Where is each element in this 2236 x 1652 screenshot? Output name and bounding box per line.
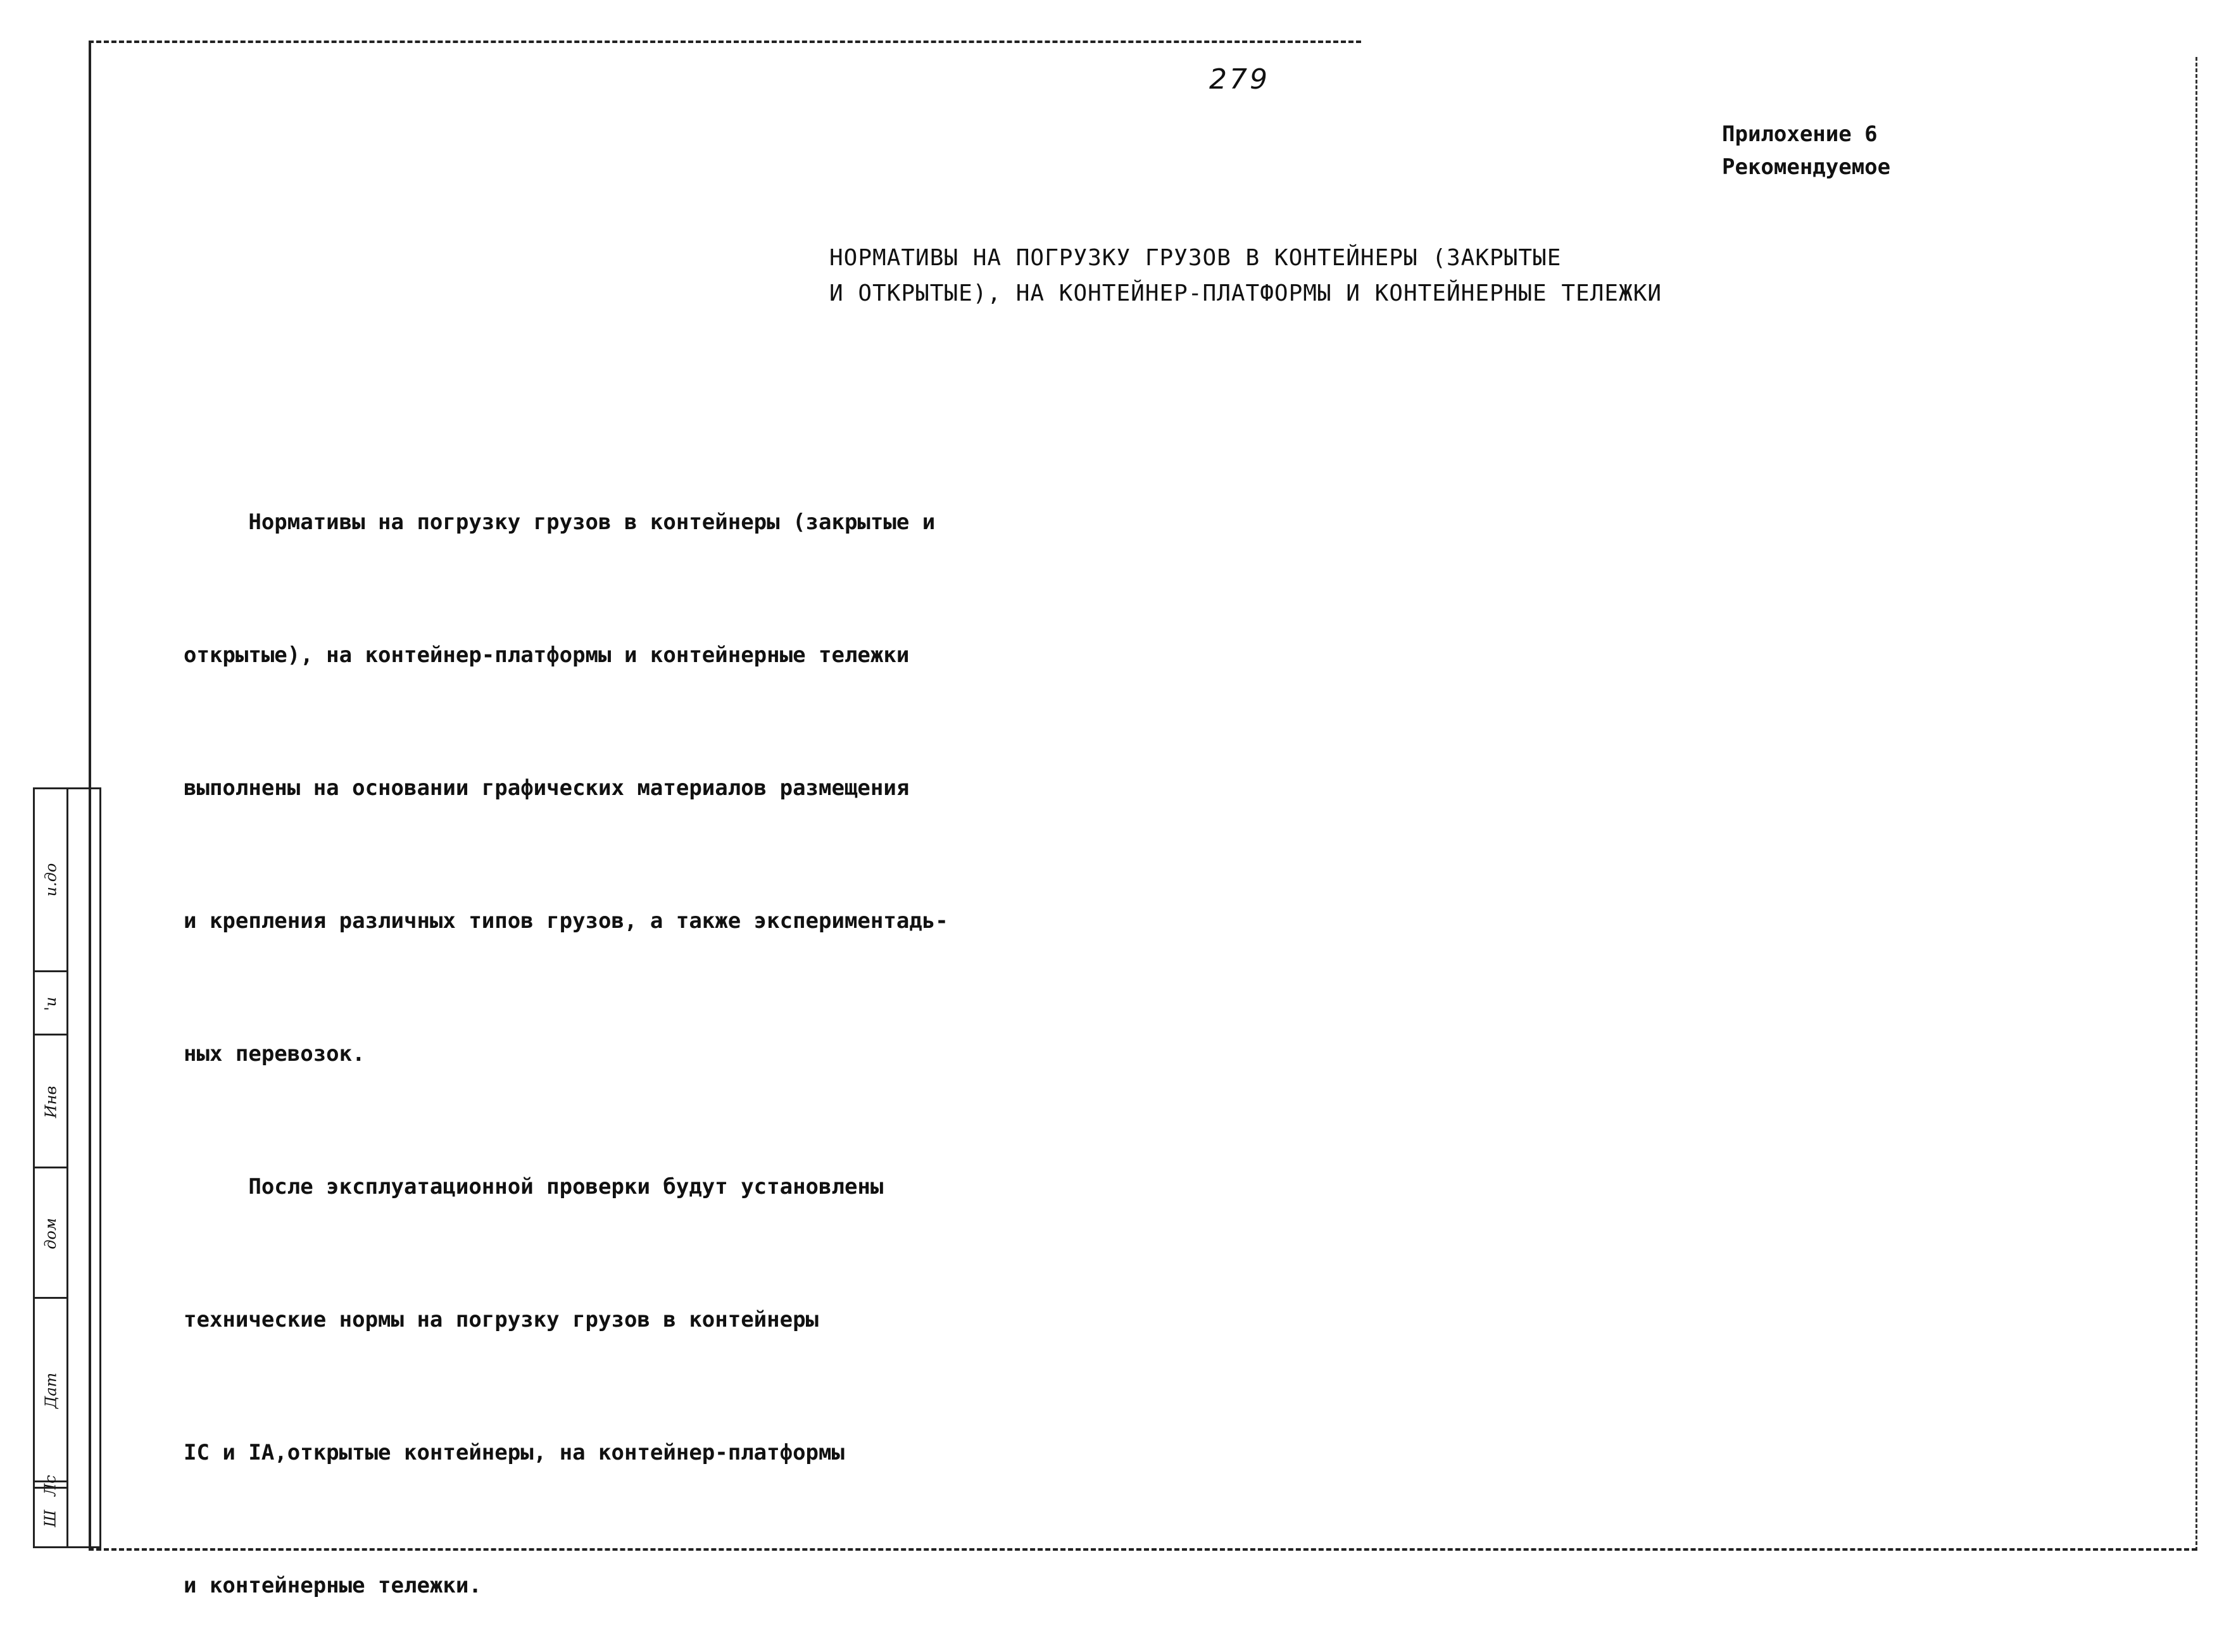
stamp-label: Лс	[42, 1475, 60, 1496]
frame-right-border	[2195, 57, 2197, 1551]
page-number: 279	[1209, 63, 1270, 96]
body-line: выполнены на основании графических материалов размещения	[184, 775, 910, 801]
document-title	[829, 241, 1662, 311]
body-line: и контейнерные тележки.	[184, 1573, 482, 1598]
stamp-label: дом	[42, 1218, 60, 1249]
appendix-label	[1722, 118, 1890, 184]
body-line: После эксплуатационной проверки будут установлены	[184, 1174, 884, 1199]
stamp-cell	[35, 789, 66, 970]
stamp-label: Ш	[41, 1510, 60, 1527]
stamp-label: Дат	[42, 1372, 60, 1409]
stamp-label: и.до	[42, 863, 60, 897]
stamp-label: 'и	[42, 996, 60, 1011]
stamp-column-divider	[66, 789, 68, 1546]
stamp-cell	[35, 1297, 66, 1482]
stamp-cell	[35, 1167, 66, 1299]
appendix-number: Прилохение 6	[1722, 122, 1878, 147]
body-line: Нормативы на погрузку грузов в контейнеры (закрытые и	[184, 510, 936, 535]
body-paragraphs	[184, 411, 948, 1652]
body-line: и крепления различных типов грузов, а также экспериментадь-	[184, 908, 948, 934]
appendix-status: Рекомендуемое	[1722, 154, 1891, 180]
side-stamp-table	[33, 787, 101, 1548]
body-line: открытые), на контейнер-платформы и контейнерные тележки	[184, 642, 910, 668]
frame-top-border	[89, 41, 1361, 43]
stamp-cell	[35, 1034, 66, 1168]
stamp-cell	[35, 970, 66, 1036]
title-line: И ОТКРЫТЫЕ), НА КОНТЕЙНЕР-ПЛАТФОРМЫ И КОНТЕЙНЕРНЫЕ ТЕЛЕЖКИ	[829, 280, 1662, 306]
body-line: IC и IA,открытые контейнеры, на контейнер-платформы	[184, 1440, 845, 1465]
stamp-cell	[35, 1487, 66, 1548]
body-line: ных перевозок.	[184, 1041, 365, 1067]
title-line: НОРМАТИВЫ НА ПОГРУЗКУ ГРУЗОВ В КОНТЕЙНЕРЫ (ЗАКРЫТЫЕ	[829, 245, 1562, 271]
body-line: технические нормы на погрузку грузов в контейнеры	[184, 1307, 819, 1332]
stamp-label: Инв	[42, 1086, 60, 1118]
